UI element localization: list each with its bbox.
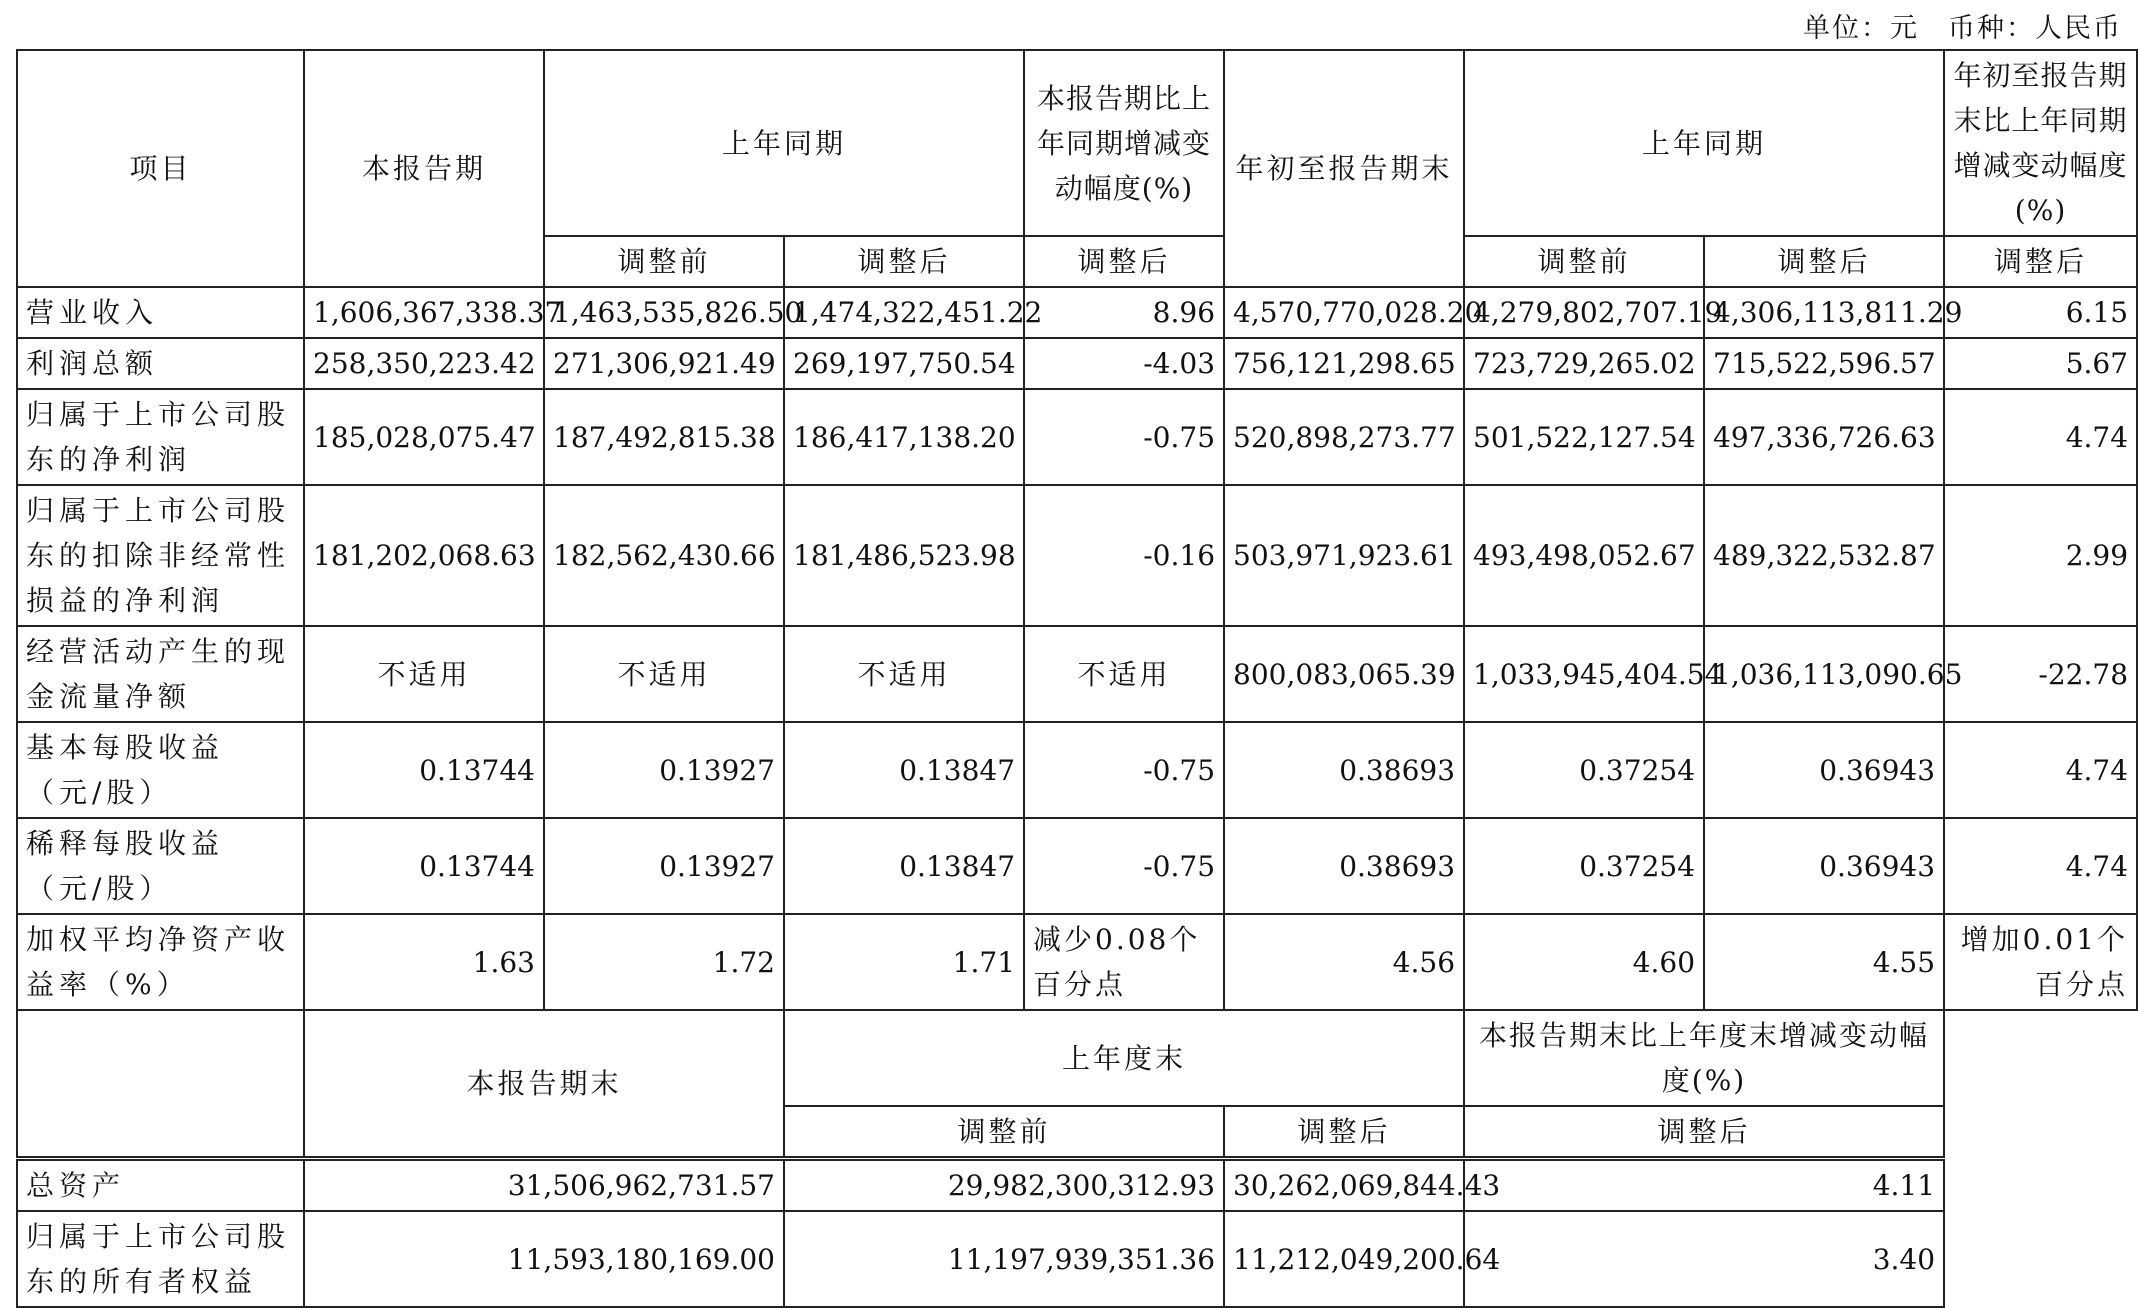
cell: 29,982,300,312.93: [784, 1159, 1224, 1212]
cell: 0.38693: [1224, 818, 1464, 914]
cell: 723,729,265.02: [1464, 338, 1704, 389]
cell: 11,593,180,169.00: [304, 1211, 784, 1307]
cell: 182,562,430.66: [544, 485, 784, 626]
cell: 0.37254: [1464, 722, 1704, 818]
cell: -4.03: [1024, 338, 1224, 389]
cell: 269,197,750.54: [784, 338, 1024, 389]
cell: 4.11: [1464, 1159, 1944, 1212]
table-row: [17, 389, 2137, 485]
cell: 0.13744: [304, 818, 544, 914]
row-label: 总资产: [17, 1159, 304, 1212]
cell: 1,036,113,090.65: [1704, 626, 1944, 722]
row-label: 归属于上市公司股东的净利润: [17, 389, 304, 485]
cell: 11,197,939,351.36: [784, 1211, 1224, 1307]
cell: 258,350,223.42: [304, 338, 544, 389]
cell: 2.99: [1944, 485, 2137, 626]
cell: 185,028,075.47: [304, 389, 544, 485]
cell: 800,083,065.39: [1224, 626, 1464, 722]
row-label: 归属于上市公司股东的扣除非经常性损益的净利润: [17, 485, 304, 626]
cell: 0.36943: [1704, 722, 1944, 818]
cell: 497,336,726.63: [1704, 389, 1944, 485]
cell: 4,306,113,811.29: [1704, 287, 1944, 338]
row-label: 利润总额: [17, 338, 304, 389]
header2-change-after: 调整后: [1464, 1106, 1944, 1159]
cell: 1.72: [544, 914, 784, 1010]
cell: 3.40: [1464, 1211, 1944, 1307]
cell: 8.96: [1024, 287, 1224, 338]
header2-after: 调整后: [1224, 1106, 1464, 1159]
table-row: [17, 914, 2137, 1010]
header-prior: 上年同期: [544, 50, 1024, 236]
header-after-2: 调整后: [1704, 236, 1944, 287]
cell: 4.74: [1944, 722, 2137, 818]
cell: -0.75: [1024, 818, 1224, 914]
cell: -22.78: [1944, 626, 2137, 722]
row-label: 归属于上市公司股东的所有者权益: [17, 1211, 304, 1307]
cell: 4,570,770,028.20: [1224, 287, 1464, 338]
table-row: [17, 626, 2137, 722]
cell: 不适用: [1024, 626, 1224, 722]
cell: 不适用: [304, 626, 544, 722]
table-row: [17, 338, 2137, 389]
header2-change: 本报告期末比上年度末增减变动幅度(%): [1464, 1010, 1944, 1106]
header-change: 本报告期比上年同期增减变动幅度(%): [1024, 50, 1224, 236]
cell: 1,463,535,826.50: [544, 287, 784, 338]
table-row: [17, 722, 2137, 818]
cell: 756,121,298.65: [1224, 338, 1464, 389]
cell: 0.13744: [304, 722, 544, 818]
cell: 493,498,052.67: [1464, 485, 1704, 626]
table-row: [17, 1211, 2137, 1307]
unit-note: 单位：元 币种：人民币: [1803, 13, 2122, 44]
header-ytd-prior: 上年同期: [1464, 50, 1944, 236]
header-current: 本报告期: [304, 50, 544, 287]
table-row: [17, 485, 2137, 626]
cell: 0.13847: [784, 818, 1024, 914]
table-row: [17, 287, 2137, 338]
table-row: [17, 1159, 2137, 1212]
cell: 181,486,523.98: [784, 485, 1024, 626]
cell: 4,279,802,707.19: [1464, 287, 1704, 338]
header2-prior-year-end: 上年度末: [784, 1010, 1464, 1106]
cell: 5.67: [1944, 338, 2137, 389]
cell: 1,033,945,404.54: [1464, 626, 1704, 722]
cell: 186,417,138.20: [784, 389, 1024, 485]
cell: 4.74: [1944, 818, 2137, 914]
row-label: 营业收入: [17, 287, 304, 338]
cell: 1.63: [304, 914, 544, 1010]
cell: 0.13927: [544, 722, 784, 818]
header-ytd-change: 年初至报告期末比上年同期增减变动幅度(%): [1944, 50, 2137, 236]
cell: 31,506,962,731.57: [304, 1159, 784, 1212]
cell: 0.36943: [1704, 818, 1944, 914]
cell: 0.38693: [1224, 722, 1464, 818]
cell: 不适用: [784, 626, 1024, 722]
header-before: 调整前: [544, 236, 784, 287]
cell: 减少0.08个百分点: [1024, 914, 1224, 1010]
cell: 11,212,049,200.64: [1224, 1211, 1464, 1307]
cell: 1.71: [784, 914, 1024, 1010]
cell: -0.75: [1024, 722, 1224, 818]
header-ytd: 年初至报告期末: [1224, 50, 1464, 287]
cell: 501,522,127.54: [1464, 389, 1704, 485]
cell: 30,262,069,844.43: [1224, 1159, 1464, 1212]
cell: 715,522,596.57: [1704, 338, 1944, 389]
cell: 1,606,367,338.37: [304, 287, 544, 338]
cell: 0.13927: [544, 818, 784, 914]
cell: 0.13847: [784, 722, 1024, 818]
cell: 4.56: [1224, 914, 1464, 1010]
cell: 增加0.01个百分点: [1944, 914, 2137, 1010]
cell: 1,474,322,451.22: [784, 287, 1024, 338]
cell: 181,202,068.63: [304, 485, 544, 626]
header-ytd-change-after: 调整后: [1944, 236, 2137, 287]
cell: 503,971,923.61: [1224, 485, 1464, 626]
header-row-1: [17, 50, 2137, 236]
header2-blank: [17, 1010, 304, 1159]
row-label: 基本每股收益（元/股）: [17, 722, 304, 818]
cell: -0.16: [1024, 485, 1224, 626]
cell: 187,492,815.38: [544, 389, 784, 485]
cell: 4.74: [1944, 389, 2137, 485]
row-label: 稀释每股收益（元/股）: [17, 818, 304, 914]
cell: 489,322,532.87: [1704, 485, 1944, 626]
cell: 不适用: [544, 626, 784, 722]
header-after: 调整后: [784, 236, 1024, 287]
cell: 6.15: [1944, 287, 2137, 338]
cell: 4.60: [1464, 914, 1704, 1010]
cell: -0.75: [1024, 389, 1224, 485]
cell: 0.37254: [1464, 818, 1704, 914]
financial-table: [16, 49, 2138, 1308]
row-label: 加权平均净资产收益率（%）: [17, 914, 304, 1010]
cell: 4.55: [1704, 914, 1944, 1010]
cell: 271,306,921.49: [544, 338, 784, 389]
table-row: [17, 818, 2137, 914]
row-label: 经营活动产生的现金流量净额: [17, 626, 304, 722]
header-item: 项目: [17, 50, 304, 287]
header-before-2: 调整前: [1464, 236, 1704, 287]
header2-period-end: 本报告期末: [304, 1010, 784, 1159]
header2-row-1: [17, 1010, 2137, 1106]
cell: 520,898,273.77: [1224, 389, 1464, 485]
header-change-after: 调整后: [1024, 236, 1224, 287]
header2-before: 调整前: [784, 1106, 1224, 1159]
